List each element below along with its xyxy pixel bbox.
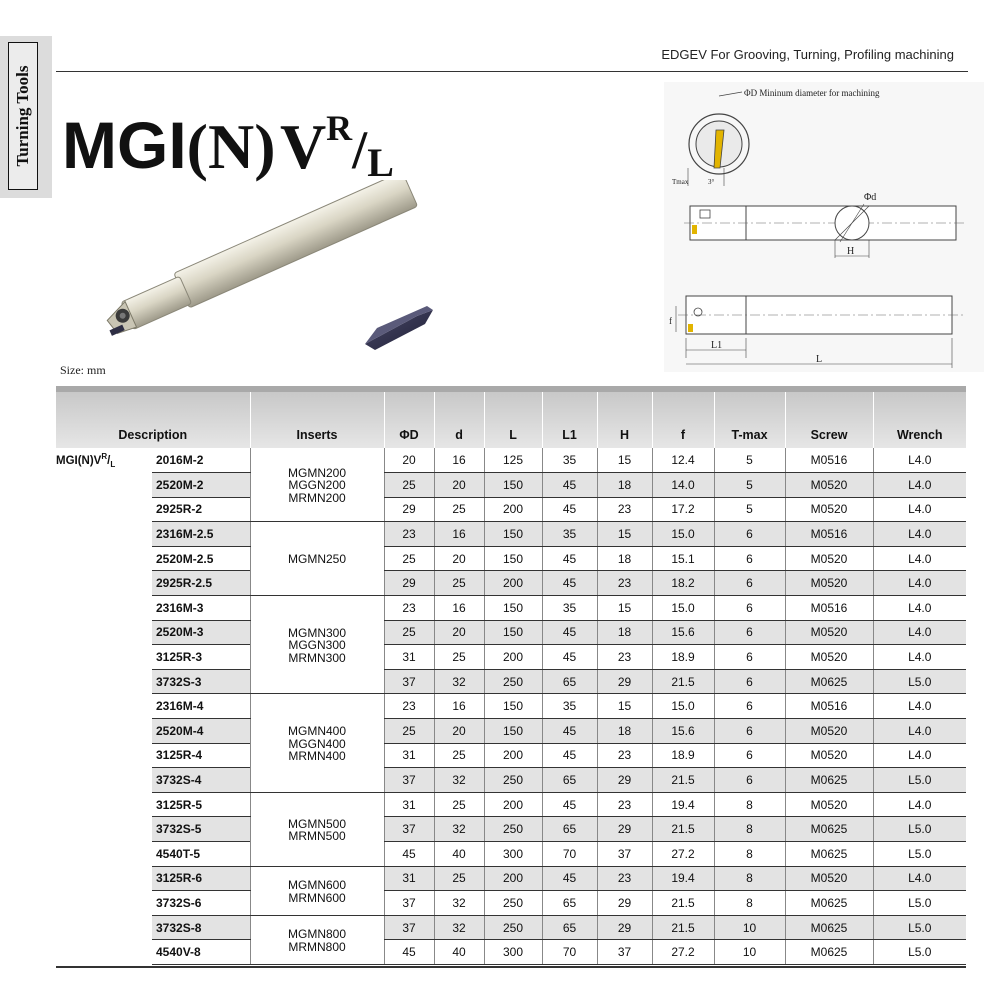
value-cell: M0516 bbox=[785, 694, 873, 719]
model-cell: 4540T-5 bbox=[152, 842, 250, 867]
header-wrench: Wrench bbox=[873, 392, 966, 448]
value-cell: 150 bbox=[484, 694, 542, 719]
model-cell: 2520M-3 bbox=[152, 620, 250, 645]
value-cell: 12.4 bbox=[652, 448, 714, 473]
value-cell: L5.0 bbox=[873, 669, 966, 694]
value-cell: 19.4 bbox=[652, 792, 714, 817]
value-cell: 200 bbox=[484, 497, 542, 522]
value-cell: 16 bbox=[434, 596, 484, 621]
value-cell: M0625 bbox=[785, 915, 873, 940]
value-cell: M0625 bbox=[785, 940, 873, 965]
value-cell: 29 bbox=[384, 571, 434, 596]
value-cell: 25 bbox=[434, 497, 484, 522]
value-cell: 29 bbox=[384, 497, 434, 522]
value-cell: L4.0 bbox=[873, 546, 966, 571]
value-cell: 45 bbox=[542, 546, 597, 571]
value-cell: 40 bbox=[434, 940, 484, 965]
model-cell: 2925R-2 bbox=[152, 497, 250, 522]
value-cell: 45 bbox=[542, 743, 597, 768]
value-cell: M0520 bbox=[785, 620, 873, 645]
value-cell: 25 bbox=[434, 645, 484, 670]
value-cell: 18 bbox=[597, 473, 652, 498]
value-cell: 65 bbox=[542, 891, 597, 916]
value-cell: 25 bbox=[384, 620, 434, 645]
value-cell: 27.2 bbox=[652, 842, 714, 867]
value-cell: 18.2 bbox=[652, 571, 714, 596]
label-h: H bbox=[847, 246, 855, 257]
value-cell: 6 bbox=[714, 694, 785, 719]
value-cell: 15 bbox=[597, 522, 652, 547]
value-cell: 15 bbox=[597, 694, 652, 719]
header-f: f bbox=[652, 392, 714, 448]
table-row bbox=[56, 522, 966, 547]
value-cell: 16 bbox=[434, 694, 484, 719]
value-cell: 16 bbox=[434, 522, 484, 547]
model-cell: 3732S-4 bbox=[152, 768, 250, 793]
header-h: H bbox=[597, 392, 652, 448]
title-v: V bbox=[279, 111, 327, 182]
table-row bbox=[56, 817, 966, 842]
table-header-row bbox=[56, 392, 966, 448]
value-cell: L4.0 bbox=[873, 596, 966, 621]
inserts-cell: MGMN300 MGGN300 MRMN300 bbox=[250, 596, 384, 694]
value-cell: M0516 bbox=[785, 522, 873, 547]
series-label-part: R bbox=[101, 452, 108, 461]
table-row bbox=[56, 473, 966, 498]
inserts-cell: MGMN500 MRMN500 bbox=[250, 792, 384, 866]
table-row bbox=[56, 842, 966, 867]
value-cell: 35 bbox=[542, 694, 597, 719]
value-cell: 21.5 bbox=[652, 817, 714, 842]
value-cell: 20 bbox=[384, 448, 434, 473]
series-label-part: MGI(N)V bbox=[56, 454, 102, 467]
value-cell: 250 bbox=[484, 669, 542, 694]
value-cell: 37 bbox=[384, 768, 434, 793]
value-cell: 21.5 bbox=[652, 669, 714, 694]
label-d: Φd bbox=[864, 192, 877, 203]
value-cell: M0516 bbox=[785, 448, 873, 473]
value-cell: 45 bbox=[542, 571, 597, 596]
value-cell: 29 bbox=[597, 915, 652, 940]
value-cell: 37 bbox=[597, 940, 652, 965]
value-cell: 18 bbox=[597, 719, 652, 744]
value-cell: 8 bbox=[714, 817, 785, 842]
value-cell: 45 bbox=[542, 866, 597, 891]
title-sub: L bbox=[367, 140, 394, 185]
value-cell: 15.6 bbox=[652, 620, 714, 645]
label-min-diameter: ΦD Mininum diameter for machining bbox=[744, 88, 880, 98]
value-cell: L4.0 bbox=[873, 497, 966, 522]
value-cell: 15.6 bbox=[652, 719, 714, 744]
value-cell: 14.0 bbox=[652, 473, 714, 498]
value-cell: 70 bbox=[542, 940, 597, 965]
value-cell: M0625 bbox=[785, 842, 873, 867]
value-cell: L5.0 bbox=[873, 940, 966, 965]
model-cell: 3125R-3 bbox=[152, 645, 250, 670]
value-cell: 6 bbox=[714, 522, 785, 547]
table-body bbox=[56, 448, 966, 964]
value-cell: 250 bbox=[484, 891, 542, 916]
value-cell: 18 bbox=[597, 620, 652, 645]
model-cell: 2520M-2 bbox=[152, 473, 250, 498]
header-l1: L1 bbox=[542, 392, 597, 448]
value-cell: M0520 bbox=[785, 645, 873, 670]
value-cell: 15.0 bbox=[652, 596, 714, 621]
model-cell: 2316M-3 bbox=[152, 596, 250, 621]
table-row bbox=[56, 743, 966, 768]
inserts-cell: MGMN200 MGGN200 MRMN200 bbox=[250, 448, 384, 522]
label-f: f bbox=[669, 316, 672, 326]
value-cell: 20 bbox=[434, 620, 484, 645]
value-cell: 17.2 bbox=[652, 497, 714, 522]
value-cell: 29 bbox=[597, 669, 652, 694]
value-cell: 32 bbox=[434, 817, 484, 842]
value-cell: 6 bbox=[714, 546, 785, 571]
value-cell: 150 bbox=[484, 473, 542, 498]
value-cell: 15.0 bbox=[652, 522, 714, 547]
table-row bbox=[56, 915, 966, 940]
value-cell: 37 bbox=[384, 817, 434, 842]
value-cell: 45 bbox=[542, 719, 597, 744]
value-cell: 25 bbox=[384, 719, 434, 744]
value-cell: 20 bbox=[434, 719, 484, 744]
value-cell: 23 bbox=[597, 866, 652, 891]
value-cell: 6 bbox=[714, 669, 785, 694]
value-cell: 18.9 bbox=[652, 645, 714, 670]
value-cell: M0625 bbox=[785, 669, 873, 694]
value-cell: 19.4 bbox=[652, 866, 714, 891]
title-paren: (N) bbox=[186, 111, 276, 182]
value-cell: M0625 bbox=[785, 817, 873, 842]
value-cell: 40 bbox=[434, 842, 484, 867]
value-cell: 25 bbox=[434, 571, 484, 596]
table-row bbox=[56, 669, 966, 694]
model-cell: 2316M-2.5 bbox=[152, 522, 250, 547]
value-cell: 5 bbox=[714, 497, 785, 522]
value-cell: 45 bbox=[542, 497, 597, 522]
value-cell: 250 bbox=[484, 768, 542, 793]
table-row bbox=[56, 719, 966, 744]
value-cell: 23 bbox=[597, 497, 652, 522]
label-l1: L1 bbox=[711, 340, 723, 351]
value-cell: M0625 bbox=[785, 891, 873, 916]
value-cell: L5.0 bbox=[873, 891, 966, 916]
value-cell: 200 bbox=[484, 645, 542, 670]
value-cell: 6 bbox=[714, 768, 785, 793]
model-cell: 3732S-5 bbox=[152, 817, 250, 842]
value-cell: 250 bbox=[484, 915, 542, 940]
value-cell: 200 bbox=[484, 866, 542, 891]
label-l: L bbox=[816, 354, 823, 365]
product-photo bbox=[90, 180, 450, 370]
value-cell: L5.0 bbox=[873, 842, 966, 867]
insert-photo bbox=[365, 306, 433, 350]
table-row bbox=[56, 645, 966, 670]
value-cell: 45 bbox=[542, 645, 597, 670]
header-inserts: Inserts bbox=[250, 392, 384, 448]
value-cell: 125 bbox=[484, 448, 542, 473]
value-cell: 200 bbox=[484, 792, 542, 817]
value-cell: 300 bbox=[484, 842, 542, 867]
value-cell: 45 bbox=[384, 940, 434, 965]
value-cell: M0520 bbox=[785, 571, 873, 596]
value-cell: 45 bbox=[542, 620, 597, 645]
value-cell: 16 bbox=[434, 448, 484, 473]
value-cell: 10 bbox=[714, 940, 785, 965]
value-cell: 29 bbox=[597, 817, 652, 842]
value-cell: M0520 bbox=[785, 792, 873, 817]
value-cell: L4.0 bbox=[873, 522, 966, 547]
model-cell: 2016M-2 bbox=[152, 448, 250, 473]
value-cell: 20 bbox=[434, 546, 484, 571]
header-screw: Screw bbox=[785, 392, 873, 448]
header-phi-d: ΦD bbox=[384, 392, 434, 448]
value-cell: 20 bbox=[434, 473, 484, 498]
value-cell: 37 bbox=[384, 891, 434, 916]
series-label-part: / bbox=[107, 454, 111, 467]
value-cell: 21.5 bbox=[652, 915, 714, 940]
value-cell: 37 bbox=[384, 669, 434, 694]
series-label-part: L bbox=[110, 460, 116, 470]
inserts-cell: MGMN250 bbox=[250, 522, 384, 596]
label-angle: 3° bbox=[708, 178, 715, 186]
side-tab bbox=[0, 36, 52, 198]
value-cell: 200 bbox=[484, 743, 542, 768]
value-cell: 65 bbox=[542, 817, 597, 842]
value-cell: 150 bbox=[484, 546, 542, 571]
size-note: Size: mm bbox=[60, 363, 106, 377]
title-main: MGI bbox=[62, 108, 187, 182]
header-rule bbox=[56, 71, 968, 72]
value-cell: 29 bbox=[597, 768, 652, 793]
value-cell: 23 bbox=[597, 792, 652, 817]
value-cell: 37 bbox=[384, 915, 434, 940]
value-cell: 23 bbox=[384, 694, 434, 719]
model-cell: 3125R-4 bbox=[152, 743, 250, 768]
table-row bbox=[56, 497, 966, 522]
value-cell: M0520 bbox=[785, 719, 873, 744]
table-row bbox=[56, 571, 966, 596]
value-cell: 31 bbox=[384, 866, 434, 891]
value-cell: 23 bbox=[597, 645, 652, 670]
value-cell: 25 bbox=[384, 473, 434, 498]
model-cell: 3732S-8 bbox=[152, 915, 250, 940]
value-cell: L5.0 bbox=[873, 817, 966, 842]
inserts-cell: MGMN800 MRMN800 bbox=[250, 915, 384, 964]
value-cell: 25 bbox=[384, 546, 434, 571]
model-cell: 3125R-6 bbox=[152, 866, 250, 891]
value-cell: 150 bbox=[484, 719, 542, 744]
value-cell: 29 bbox=[597, 891, 652, 916]
value-cell: 32 bbox=[434, 669, 484, 694]
value-cell: 250 bbox=[484, 817, 542, 842]
table-row bbox=[56, 448, 966, 473]
table-bottom-rule bbox=[56, 966, 966, 968]
value-cell: 6 bbox=[714, 645, 785, 670]
value-cell: 8 bbox=[714, 842, 785, 867]
value-cell: 300 bbox=[484, 940, 542, 965]
value-cell: 32 bbox=[434, 915, 484, 940]
value-cell: M0625 bbox=[785, 768, 873, 793]
model-cell: 3732S-6 bbox=[152, 891, 250, 916]
value-cell: M0520 bbox=[785, 546, 873, 571]
value-cell: 15 bbox=[597, 448, 652, 473]
header-d: d bbox=[434, 392, 484, 448]
value-cell: L5.0 bbox=[873, 768, 966, 793]
value-cell: L4.0 bbox=[873, 645, 966, 670]
value-cell: 15.1 bbox=[652, 546, 714, 571]
value-cell: 45 bbox=[384, 842, 434, 867]
value-cell: 32 bbox=[434, 891, 484, 916]
header-l: L bbox=[484, 392, 542, 448]
value-cell: 200 bbox=[484, 571, 542, 596]
value-cell: 18 bbox=[597, 546, 652, 571]
value-cell: 5 bbox=[714, 448, 785, 473]
table-row bbox=[56, 694, 966, 719]
value-cell: 10 bbox=[714, 915, 785, 940]
value-cell: 150 bbox=[484, 522, 542, 547]
value-cell: 31 bbox=[384, 743, 434, 768]
value-cell: 35 bbox=[542, 522, 597, 547]
table-row bbox=[56, 792, 966, 817]
model-cell: 3732S-3 bbox=[152, 669, 250, 694]
value-cell: 23 bbox=[384, 596, 434, 621]
value-cell: 23 bbox=[384, 522, 434, 547]
value-cell: 35 bbox=[542, 448, 597, 473]
value-cell: L4.0 bbox=[873, 792, 966, 817]
spec-table bbox=[56, 392, 966, 965]
value-cell: 15 bbox=[597, 596, 652, 621]
value-cell: 18.9 bbox=[652, 743, 714, 768]
value-cell: 8 bbox=[714, 866, 785, 891]
value-cell: L4.0 bbox=[873, 620, 966, 645]
value-cell: 23 bbox=[597, 571, 652, 596]
table-row bbox=[56, 768, 966, 793]
table-row bbox=[56, 891, 966, 916]
table-row bbox=[56, 940, 966, 965]
value-cell: 6 bbox=[714, 620, 785, 645]
title-slash: / bbox=[352, 120, 368, 180]
value-cell: 65 bbox=[542, 915, 597, 940]
value-cell: 45 bbox=[542, 473, 597, 498]
side-tab-box bbox=[8, 42, 38, 190]
table-row bbox=[56, 596, 966, 621]
value-cell: 21.5 bbox=[652, 891, 714, 916]
value-cell: 6 bbox=[714, 719, 785, 744]
value-cell: M0520 bbox=[785, 473, 873, 498]
value-cell: M0516 bbox=[785, 596, 873, 621]
value-cell: L5.0 bbox=[873, 915, 966, 940]
value-cell: L4.0 bbox=[873, 571, 966, 596]
value-cell: 25 bbox=[434, 792, 484, 817]
value-cell: 6 bbox=[714, 743, 785, 768]
value-cell: 8 bbox=[714, 792, 785, 817]
header-description: Description bbox=[56, 392, 250, 448]
value-cell: 8 bbox=[714, 891, 785, 916]
value-cell: 25 bbox=[434, 866, 484, 891]
header-tmax: T-max bbox=[714, 392, 785, 448]
table-row bbox=[56, 546, 966, 571]
value-cell: L4.0 bbox=[873, 694, 966, 719]
model-cell: 2520M-4 bbox=[152, 719, 250, 744]
side-tab-label: Turning Tools bbox=[13, 65, 32, 167]
value-cell: 150 bbox=[484, 620, 542, 645]
table-row bbox=[56, 866, 966, 891]
value-cell: 6 bbox=[714, 571, 785, 596]
model-cell: 4540V-8 bbox=[152, 940, 250, 965]
value-cell: L4.0 bbox=[873, 448, 966, 473]
value-cell: 25 bbox=[434, 743, 484, 768]
value-cell: 5 bbox=[714, 473, 785, 498]
header-caption: EDGEV For Grooving, Turning, Profiling machining bbox=[661, 47, 954, 62]
value-cell: L4.0 bbox=[873, 719, 966, 744]
value-cell: L4.0 bbox=[873, 473, 966, 498]
value-cell: 31 bbox=[384, 792, 434, 817]
value-cell: 70 bbox=[542, 842, 597, 867]
technical-drawing bbox=[664, 82, 984, 372]
value-cell: 6 bbox=[714, 596, 785, 621]
value-cell: 21.5 bbox=[652, 768, 714, 793]
value-cell: 32 bbox=[434, 768, 484, 793]
value-cell: 31 bbox=[384, 645, 434, 670]
model-cell: 3125R-5 bbox=[152, 792, 250, 817]
series-label bbox=[56, 448, 152, 964]
value-cell: M0520 bbox=[785, 866, 873, 891]
value-cell: 65 bbox=[542, 669, 597, 694]
model-cell: 2925R-2.5 bbox=[152, 571, 250, 596]
value-cell: 45 bbox=[542, 792, 597, 817]
value-cell: 15.0 bbox=[652, 694, 714, 719]
inserts-cell: MGMN600 MRMN600 bbox=[250, 866, 384, 915]
label-tmax: Tmax bbox=[672, 178, 689, 186]
value-cell: 23 bbox=[597, 743, 652, 768]
value-cell: 150 bbox=[484, 596, 542, 621]
value-cell: 27.2 bbox=[652, 940, 714, 965]
value-cell: 37 bbox=[597, 842, 652, 867]
value-cell: L4.0 bbox=[873, 866, 966, 891]
title-sup: R bbox=[326, 108, 353, 148]
value-cell: 35 bbox=[542, 596, 597, 621]
model-cell: 2520M-2.5 bbox=[152, 546, 250, 571]
value-cell: L4.0 bbox=[873, 743, 966, 768]
value-cell: 65 bbox=[542, 768, 597, 793]
inserts-cell: MGMN400 MGGN400 MRMN400 bbox=[250, 694, 384, 792]
value-cell: M0520 bbox=[785, 497, 873, 522]
table-row bbox=[56, 620, 966, 645]
value-cell: M0520 bbox=[785, 743, 873, 768]
model-cell: 2316M-4 bbox=[152, 694, 250, 719]
